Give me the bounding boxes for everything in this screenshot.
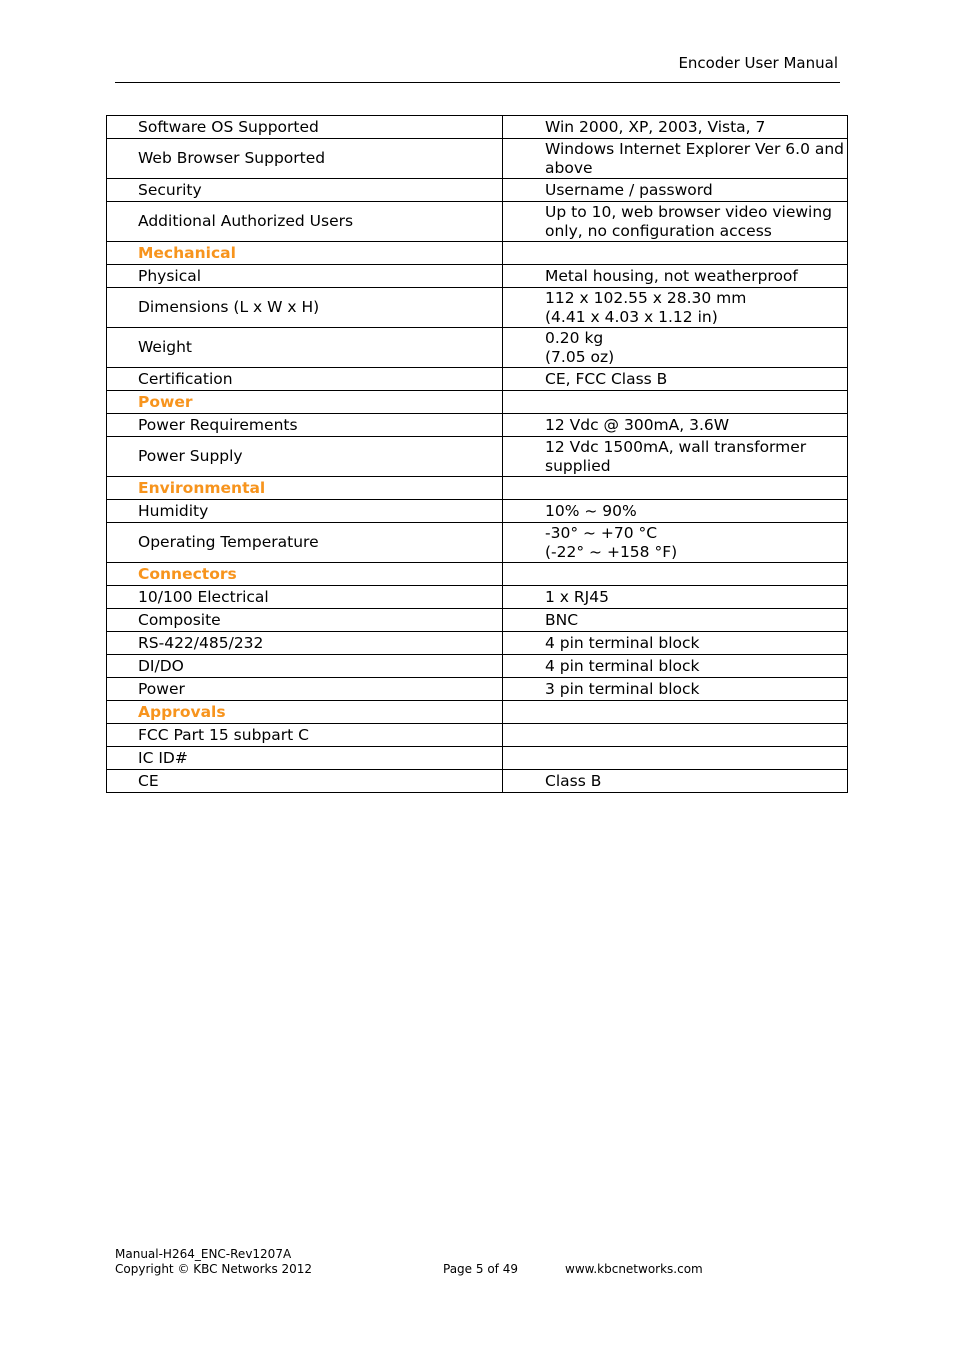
spec-value-line: 0.20 kg bbox=[545, 328, 604, 347]
table-row bbox=[107, 523, 848, 563]
section-header-row bbox=[107, 242, 848, 265]
document-header-title: Encoder User Manual bbox=[678, 54, 838, 72]
section-header-row bbox=[107, 477, 848, 500]
spec-label: Power Supply bbox=[107, 437, 503, 477]
spec-value: 4 pin terminal block bbox=[503, 632, 848, 655]
spec-label: Power bbox=[107, 678, 503, 701]
spec-value: Up to 10, web browser video viewing only, no configuration access bbox=[503, 202, 848, 242]
section-heading: Approvals bbox=[107, 701, 503, 724]
table-row bbox=[107, 368, 848, 391]
spec-value-line: (-22° ~ +158 °F) bbox=[545, 542, 678, 561]
spec-value-line: 112 x 102.55 x 28.30 mm bbox=[545, 288, 747, 307]
spec-value bbox=[503, 328, 848, 368]
section-header-row bbox=[107, 563, 848, 586]
spec-label: Certification bbox=[107, 368, 503, 391]
spec-label: CE bbox=[107, 770, 503, 793]
table-row bbox=[107, 724, 848, 747]
spec-value-line: (7.05 oz) bbox=[545, 347, 615, 366]
spec-label: Web Browser Supported bbox=[107, 139, 503, 179]
table-row bbox=[107, 655, 848, 678]
specifications-table-body bbox=[107, 116, 848, 793]
spec-value-line: -30° ~ +70 °C bbox=[545, 523, 658, 542]
spec-label: Additional Authorized Users bbox=[107, 202, 503, 242]
section-heading: Power bbox=[107, 391, 503, 414]
spec-value: BNC bbox=[503, 609, 848, 632]
spec-value: 12 Vdc 1500mA, wall transformer supplied bbox=[503, 437, 848, 477]
spec-value bbox=[503, 477, 848, 500]
section-heading: Environmental bbox=[107, 477, 503, 500]
spec-value: 10% ~ 90% bbox=[503, 500, 848, 523]
table-row bbox=[107, 500, 848, 523]
table-row bbox=[107, 770, 848, 793]
spec-label: Physical bbox=[107, 265, 503, 288]
spec-label: IC ID# bbox=[107, 747, 503, 770]
table-row bbox=[107, 202, 848, 242]
table-row bbox=[107, 747, 848, 770]
spec-label: RS-422/485/232 bbox=[107, 632, 503, 655]
table-row bbox=[107, 678, 848, 701]
section-heading: Connectors bbox=[107, 563, 503, 586]
spec-label: Software OS Supported bbox=[107, 116, 503, 139]
spec-label: Weight bbox=[107, 328, 503, 368]
spec-value-line: (4.41 x 4.03 x 1.12 in) bbox=[545, 307, 718, 326]
table-row bbox=[107, 179, 848, 202]
spec-label: Power Requirements bbox=[107, 414, 503, 437]
section-header-row bbox=[107, 391, 848, 414]
table-row bbox=[107, 586, 848, 609]
spec-value bbox=[503, 701, 848, 724]
table-row bbox=[107, 437, 848, 477]
spec-label: Composite bbox=[107, 609, 503, 632]
spec-value: 3 pin terminal block bbox=[503, 678, 848, 701]
spec-value: 1 x RJ45 bbox=[503, 586, 848, 609]
spec-label: FCC Part 15 subpart C bbox=[107, 724, 503, 747]
footer-doc-id: Manual-H264_ENC-Rev1207A bbox=[115, 1247, 292, 1261]
table-row bbox=[107, 139, 848, 179]
spec-value: Win 2000, XP, 2003, Vista, 7 bbox=[503, 116, 848, 139]
spec-value: 12 Vdc @ 300mA, 3.6W bbox=[503, 414, 848, 437]
spec-value bbox=[503, 391, 848, 414]
spec-label: Security bbox=[107, 179, 503, 202]
spec-value bbox=[503, 288, 848, 328]
spec-value bbox=[503, 242, 848, 265]
section-header-row bbox=[107, 701, 848, 724]
spec-value: Username / password bbox=[503, 179, 848, 202]
specifications-table bbox=[106, 115, 848, 793]
spec-label: 10/100 Electrical bbox=[107, 586, 503, 609]
table-row bbox=[107, 116, 848, 139]
spec-value: CE, FCC Class B bbox=[503, 368, 848, 391]
table-row bbox=[107, 414, 848, 437]
spec-value: 4 pin terminal block bbox=[503, 655, 848, 678]
spec-value bbox=[503, 724, 848, 747]
table-row bbox=[107, 288, 848, 328]
spec-value bbox=[503, 563, 848, 586]
table-row bbox=[107, 609, 848, 632]
footer-left bbox=[115, 1247, 312, 1277]
spec-value: Windows Internet Explorer Ver 6.0 and above bbox=[503, 139, 848, 179]
spec-label: Humidity bbox=[107, 500, 503, 523]
spec-value bbox=[503, 747, 848, 770]
footer-website: www.kbcnetworks.com bbox=[565, 1262, 703, 1276]
spec-value: Class B bbox=[503, 770, 848, 793]
footer-copyright: Copyright © KBC Networks 2012 bbox=[115, 1262, 313, 1276]
spec-label: DI/DO bbox=[107, 655, 503, 678]
spec-label: Dimensions (L x W x H) bbox=[107, 288, 503, 328]
table-row bbox=[107, 328, 848, 368]
section-heading: Mechanical bbox=[107, 242, 503, 265]
table-row bbox=[107, 265, 848, 288]
header-divider bbox=[115, 82, 840, 83]
spec-label: Operating Temperature bbox=[107, 523, 503, 563]
spec-value: Metal housing, not weatherproof bbox=[503, 265, 848, 288]
table-row bbox=[107, 632, 848, 655]
spec-value bbox=[503, 523, 848, 563]
footer-page-number: Page 5 of 49 bbox=[443, 1262, 518, 1276]
